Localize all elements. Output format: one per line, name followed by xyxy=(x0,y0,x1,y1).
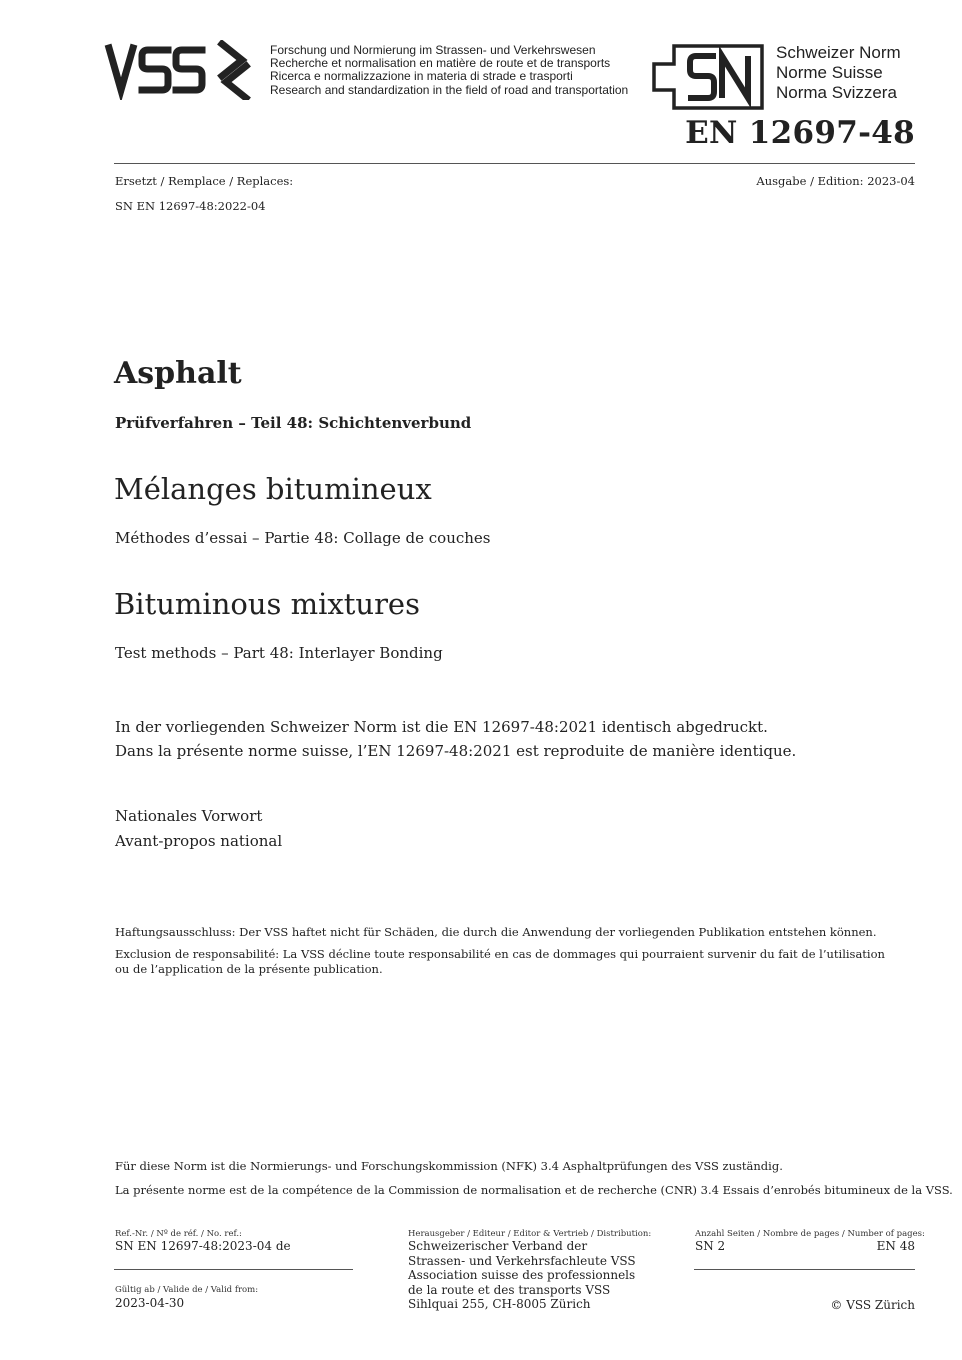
replaces-label: Ersetzt / Remplace / Replaces: xyxy=(115,174,294,188)
identity-statement-de: In der vorliegenden Schweizer Norm ist die EN 12697-48:2021 identisch abgedruckt. xyxy=(115,718,768,736)
disclaimer-fr-line: Exclusion de responsabilité: La VSS décline toute responsabilité en cas de dommages qui pourraient survenir du fait de l’utilisation xyxy=(115,947,885,961)
pages-label: Anzahl Seiten / Nombre de pages / Number of pages: xyxy=(695,1229,925,1239)
ref-value: SN EN 12697-48:2023-04 de xyxy=(115,1239,291,1253)
footer-divider-right xyxy=(694,1269,915,1270)
pages-en: EN 48 xyxy=(876,1239,915,1253)
publisher-address xyxy=(408,1239,636,1312)
replaces-value: SN EN 12697-48:2022-04 xyxy=(115,199,266,213)
disclaimer-fr xyxy=(115,947,885,977)
disclaimer-fr-line: ou de l’application de la présente publication. xyxy=(115,962,383,976)
subtitle-de: Prüfverfahren – Teil 48: Schichtenverbund xyxy=(115,414,472,432)
sn-name-it: Norma Svizzera xyxy=(776,83,897,102)
vss-logo xyxy=(104,40,262,100)
vss-description-line: Ricerca e normalizzazione in materia di strade e trasporti xyxy=(270,69,573,84)
title-de: Asphalt xyxy=(114,356,242,391)
disclaimer-de: Haftungsausschluss: Der VSS haftet nicht für Schäden, die durch die Anwendung der vorliegenden Publikation entstehen können. xyxy=(115,925,877,939)
copyright: © VSS Zürich xyxy=(830,1298,915,1312)
vss-description-line: Research and standardization in the field of road and transportation xyxy=(270,82,629,97)
valid-from-value: 2023-04-30 xyxy=(115,1296,185,1310)
publisher-line: Schweizerischer Verband der xyxy=(408,1239,588,1253)
vss-description-line: Recherche et normalisation en matière de route et de transports xyxy=(270,56,611,71)
ref-label: Ref.-Nr. / Nº de réf. / No. ref.: xyxy=(115,1229,242,1239)
edition: Ausgabe / Edition: 2023-04 xyxy=(756,174,915,188)
title-fr: Mélanges bitumineux xyxy=(114,472,432,506)
standard-number: EN 12697-48 xyxy=(685,115,915,151)
sn-logo xyxy=(652,44,764,110)
identity-statement-fr: Dans la présente norme suisse, l’EN 12697-48:2021 est reproduite de manière identique. xyxy=(115,742,797,760)
publisher-line: de la route et des transports VSS xyxy=(408,1282,611,1297)
commission-fr: La présente norme est de la compétence de la Commission de normalisation et de recherche (CNR) 3.4 Essais d’enrobés bitumineux de la VSS. xyxy=(115,1183,953,1197)
subtitle-en: Test methods – Part 48: Interlayer Bonding xyxy=(115,644,443,662)
vss-description-line: Forschung und Normierung im Strassen- und Verkehrswesen xyxy=(270,43,596,57)
commission-de: Für diese Norm ist die Normierungs- und Forschungskommission (NFK) 3.4 Asphaltprüfungen des VSS zuständig. xyxy=(115,1159,783,1173)
sn-names xyxy=(776,43,901,103)
publisher-line: Association suisse des professionnels xyxy=(408,1268,636,1282)
publisher-line: Strassen- und Verkehrsfachleute VSS xyxy=(408,1253,636,1268)
sn-name-fr: Norme Suisse xyxy=(776,63,883,82)
sn-name-de: Schweizer Norm xyxy=(776,43,901,62)
foreword-de: Nationales Vorwort xyxy=(115,807,263,825)
footer-divider-left xyxy=(114,1269,353,1270)
header-divider xyxy=(114,163,915,164)
pages-sn: SN 2 xyxy=(695,1239,726,1253)
publisher-line: Sihlquai 255, CH-8005 Zürich xyxy=(408,1297,591,1311)
foreword-fr: Avant-propos national xyxy=(115,832,283,850)
publisher-label: Herausgeber / Editeur / Editor & Vertrieb / Distribution: xyxy=(408,1229,652,1239)
vss-description xyxy=(270,44,628,97)
subtitle-fr: Méthodes d’essai – Partie 48: Collage de couches xyxy=(115,529,491,547)
valid-from-label: Gültig ab / Valide de / Valid from: xyxy=(115,1285,259,1295)
title-en: Bituminous mixtures xyxy=(114,587,420,621)
